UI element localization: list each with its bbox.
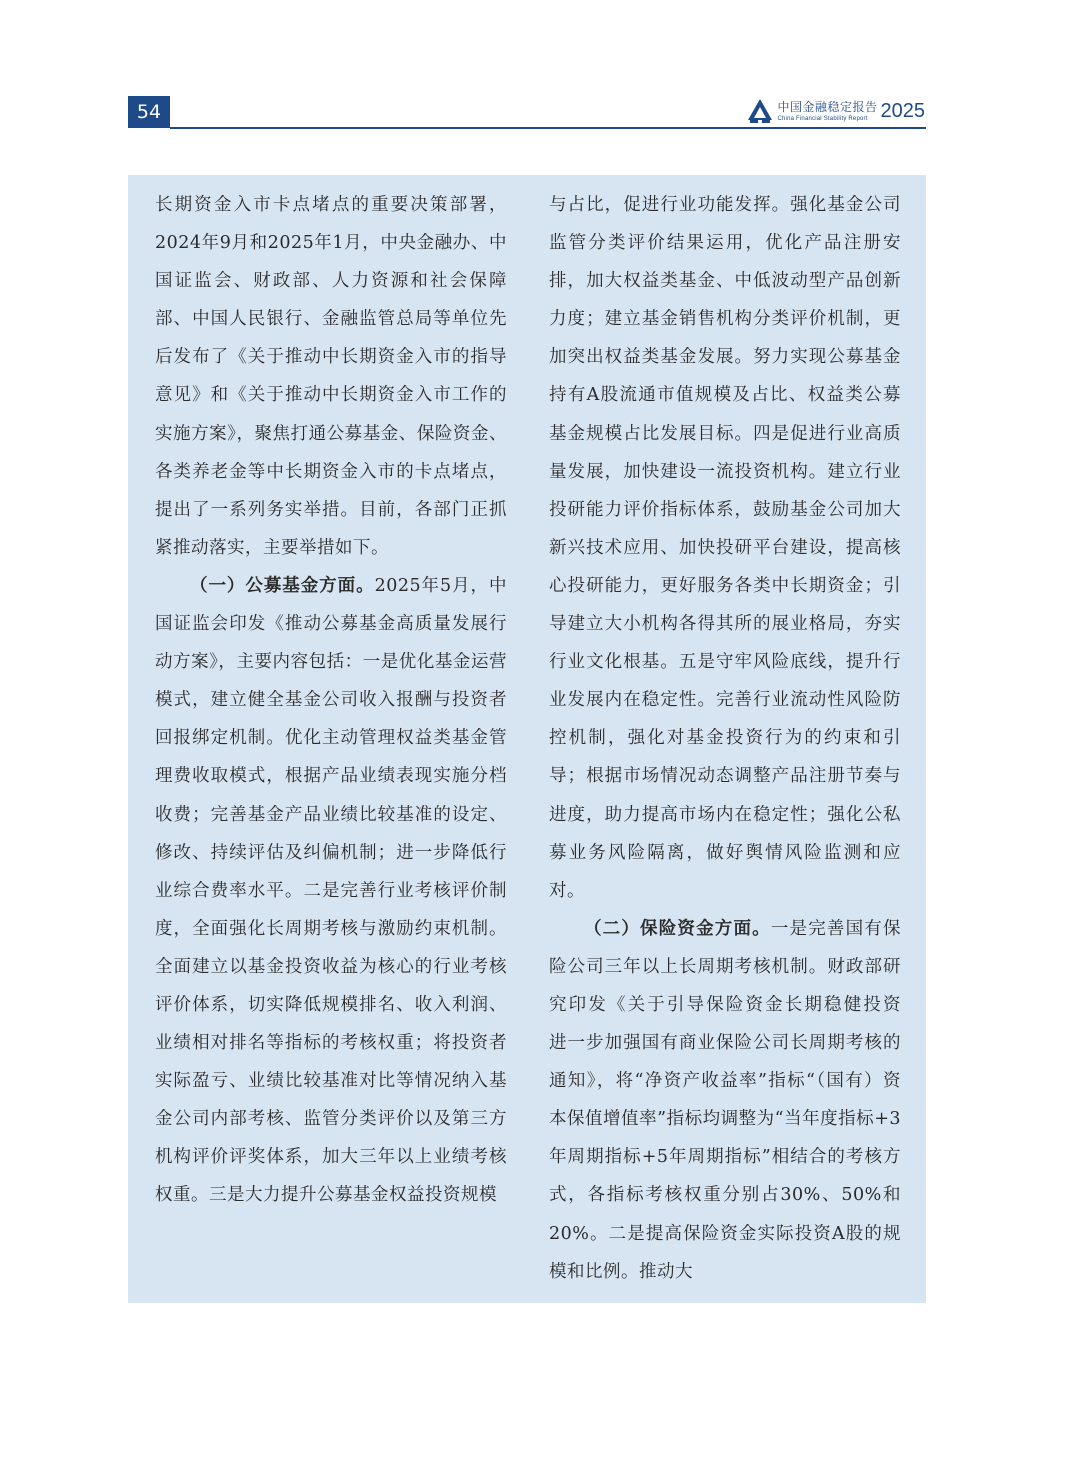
bank-logo-icon (747, 98, 773, 124)
right-column (549, 186, 919, 1291)
left-paragraph-1: 长期资金入市卡点堵点的重要决策部署，2024年9月和2025年1月，中央金融办、中国证监会、财政部、人力资源和社会保障部、中国人民银行、金融监管总局等单位先后发布了《关于推动中长期资金入市的指导意见》和《关于推动中长期资金入市工作的实施方案》，聚焦打通公募基金、保险资金、各类养老金等中长期资金入市的卡点堵点，提出了一系列务实举措。目前，各部门正抓紧推动落实，主要举措如下。 (155, 195, 507, 558)
report-title-cn: 中国金融稳定报告 (777, 99, 878, 114)
section-heading-public-funds: （一）公募基金方面。 (190, 575, 375, 596)
report-title-en: China Financial Stability Report (777, 115, 868, 122)
insurance-funds-body: 一是完善国有保险公司三年以上长周期考核机制。财政部研究印发《关于引导保险资金长期稳健投资 进一步加强国有商业保险公司长周期考核的通知》，将“净资产收益率”指标“（国有）资本保值增值率”指标均调整为“当年度指标+3年周期指标+5年周期指标”相结合的考核方式，各指标考核权重分别占30%、50%和20%。二是提高保险资金实际投资A股的规模和比例。推动大 (549, 918, 919, 1282)
left-column (155, 186, 507, 1215)
page-number: 54 (128, 96, 170, 128)
report-brand (747, 96, 925, 126)
report-year: 2025 (880, 100, 925, 122)
right-paragraph-1: 与占比，促进行业功能发挥。强化基金公司监管分类评价结果运用，优化产品注册安排，加大权益类基金、中低波动型产品创新力度；建立基金销售机构分类评价机制，更加突出权益类基金发展。努力实现公募基金持有A股流通市值规模及占比、权益类公募基金规模占比发展目标。四是促进行业高质量发展，加快建设一流投资机构。建立行业投研能力评价指标体系，鼓励基金公司加大新兴技术应用、加快投研平台建设，提高核心投研能力，更好服务各类中长期资金；引导建立大小机构各得其所的展业格局，夯实行业文化根基。五是守牢风险底线，提升行业发展内在稳定性。完善行业流动性风险防控机制，强化对基金投资行为的约束和引导；根据市场情况动态调整产品注册节奏与进度，助力提高市场内在稳定性；强化公私募业务风险隔离，做好舆情风险监测和应对。 (549, 195, 901, 901)
public-funds-body: 2025年5月，中国证监会印发《推动公募基金高质量发展行动方案》，主要内容包括：一是优化基金运营模式，建立健全基金公司收入报酬与投资者回报绑定机制。优化主动管理权益类基金管理费收取模式，根据产品业绩表现实施分档收费；完善基金产品业绩比较基准的设定、修改、持续评估及纠偏机制；进一步降低行业综合费率水平。二是完善行业考核评价制度，全面强化长周期考核与激励约束机制。全面建立以基金投资收益为核心的行业考核评价体系，切实降低规模排名、收入利润、业绩相对排名等指标的考核权重；将投资者实际盈亏、业绩比较基准对比等情况纳入基金公司内部考核、监管分类评价以及第三方机构评价评奖体系，加大三年以上业绩考核权重。三是大力提升公募基金权益投资规模 (155, 575, 508, 1206)
section-heading-insurance-funds: （二）保险资金方面。 (584, 918, 771, 939)
header-rule (170, 127, 926, 129)
brand-text (777, 101, 877, 122)
right-paragraph-2 (549, 910, 919, 1291)
left-paragraph-2 (155, 567, 507, 1215)
